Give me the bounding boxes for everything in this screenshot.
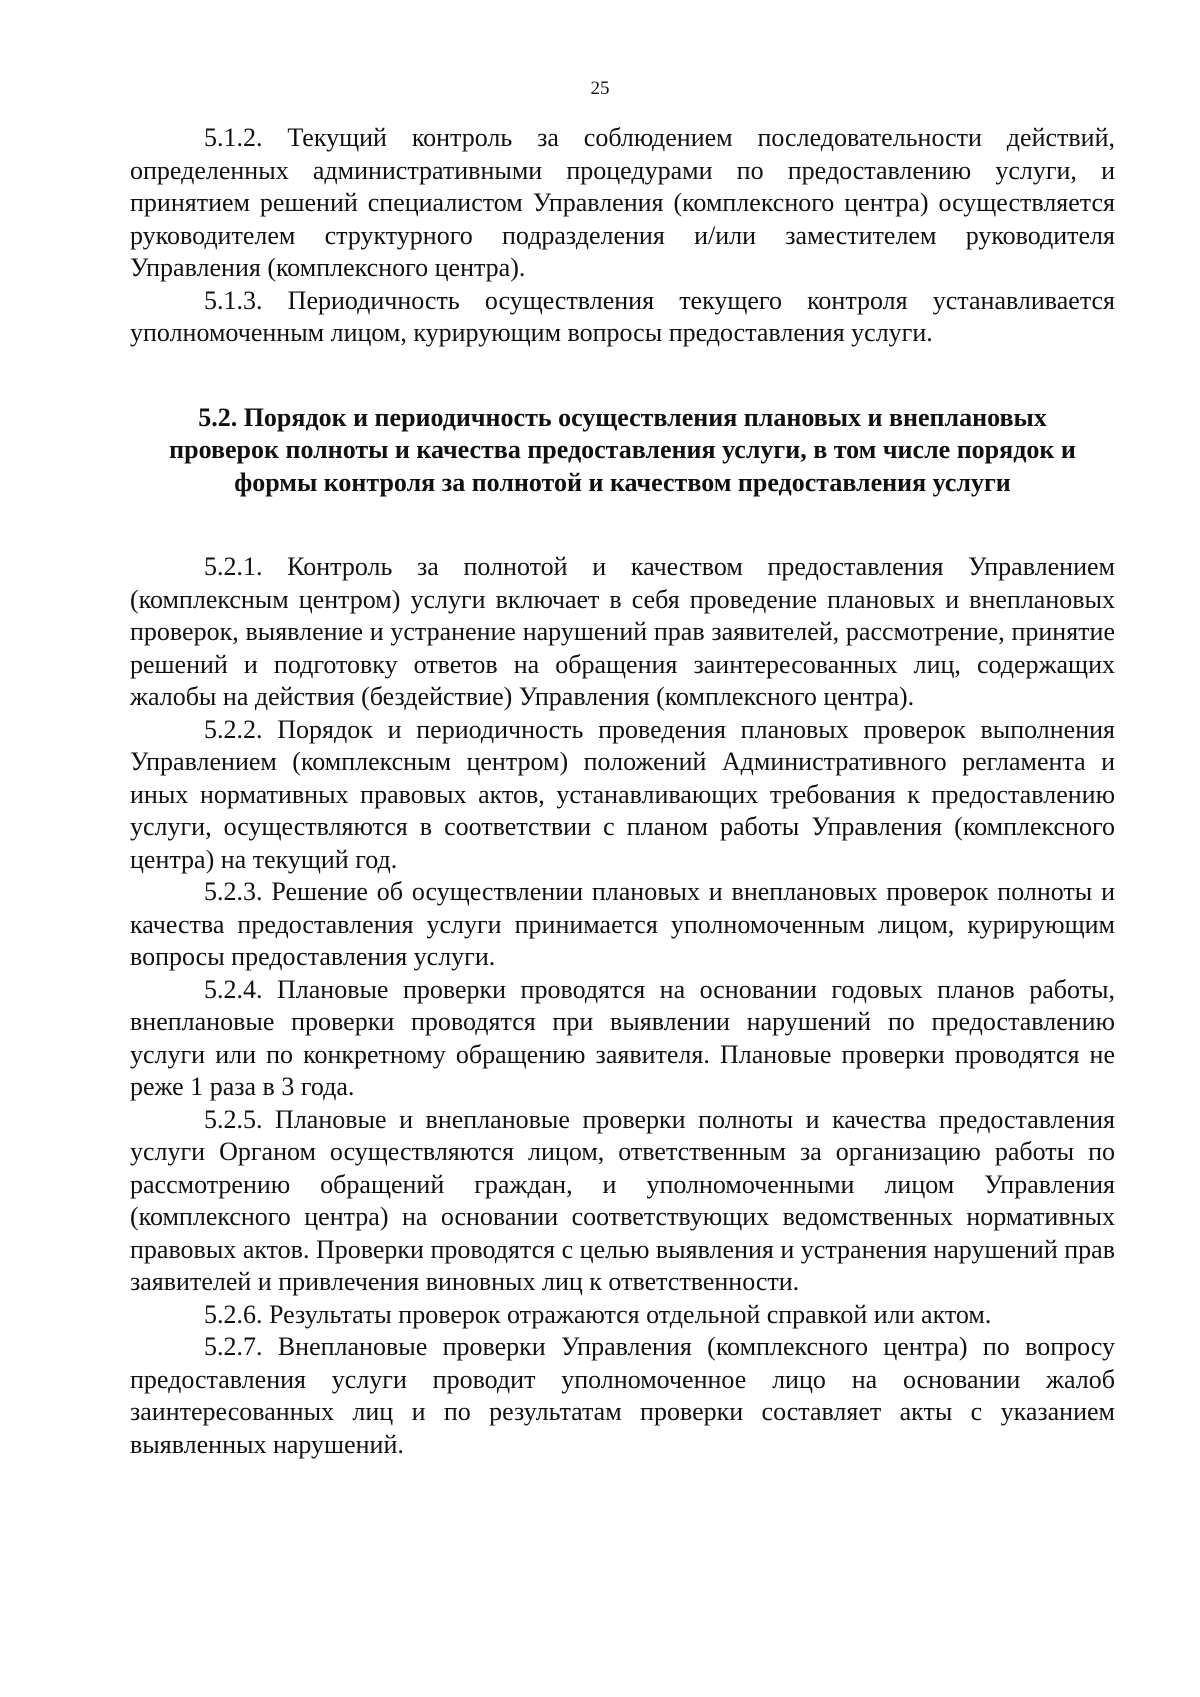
paragraph-5-2-2: 5.2.2. Порядок и периодичность проведения плановых проверок выполнения Управлением (комплексным центром) положений Административного регламента и иных нормативных правовых актов, устанавливающих требования к предоставлению услуги, осуществляются в соответствии с планом работы Управления (комплексного центра) на текущий год. (130, 714, 1115, 874)
paragraph-5-1-3: 5.1.3. Периодичность осуществления текущего контроля устанавливается уполномоченным лицом, курирующим вопросы предоставления услуги. (130, 285, 1115, 347)
section-heading-5-2: 5.2. Порядок и периодичность осуществления плановых и внеплановых проверок полноты и качества предоставления услуги, в том числе порядок и формы контроля за полнотой и качеством предоставления услуги (169, 402, 1076, 497)
paragraph-5-2-6: 5.2.6. Результаты проверок отражаются отдельной справкой или актом. (204, 1299, 992, 1329)
paragraph-5-1-2: 5.1.2. Текущий контроль за соблюдением последовательности действий, определенных административными процедурами по предоставлению услуги, и принятием решений специалистом Управления (комплексного центра) осуществляется руководителем структурного подразделения и/или заместителем руководителя Управления (комплексного центра). (130, 123, 1115, 282)
paragraph-5-2-1: 5.2.1. Контроль за полнотой и качеством предоставления Управлением (комплексным центром) услуги включает в себя проведение плановых и внеплановых проверок, выявление и устранение нарушений прав заявителей, рассмотрение, принятие решений и подготовку ответов на обращения заинтересованных лиц, содержащих жалобы на действия (бездействие) Управления (комплексного центра). (130, 552, 1115, 711)
document-body (130, 122, 1115, 1461)
paragraph-5-2-5: 5.2.5. Плановые и внеплановые проверки полноты и качества предоставления услуги Органом осуществляются лицом, ответственным за организацию работы по рассмотрению обращений граждан, и уполномоченными лицом Управления (комплексного центра) на основании соответствующих ведомственных нормативных правовых актов. Проверки проводятся с целью выявления и устранения нарушений прав заявителей и привлечения виновных лиц к ответственности. (130, 1104, 1115, 1296)
paragraph-5-2-7: 5.2.7. Внеплановые проверки Управления (комплексного центра) по вопросу предоставления услуги проводит уполномоченное лицо на основании жалоб заинтересованных лиц и по результатам проверки составляет акты с указанием выявленных нарушений. (130, 1332, 1115, 1459)
paragraph-5-2-4: 5.2.4. Плановые проверки проводятся на основании годовых планов работы, внеплановые проверки проводятся при выявлении нарушений по предоставлению услуги или по конкретному обращению заявителя. Плановые проверки проводятся не реже 1 раза в 3 года. (130, 974, 1115, 1101)
page-number: 25 (590, 78, 610, 99)
paragraph-5-2-3: 5.2.3. Решение об осуществлении плановых и внеплановых проверок полноты и качества предоставления услуги принимается уполномоченным лицом, курирующим вопросы предоставления услуги. (130, 877, 1115, 971)
